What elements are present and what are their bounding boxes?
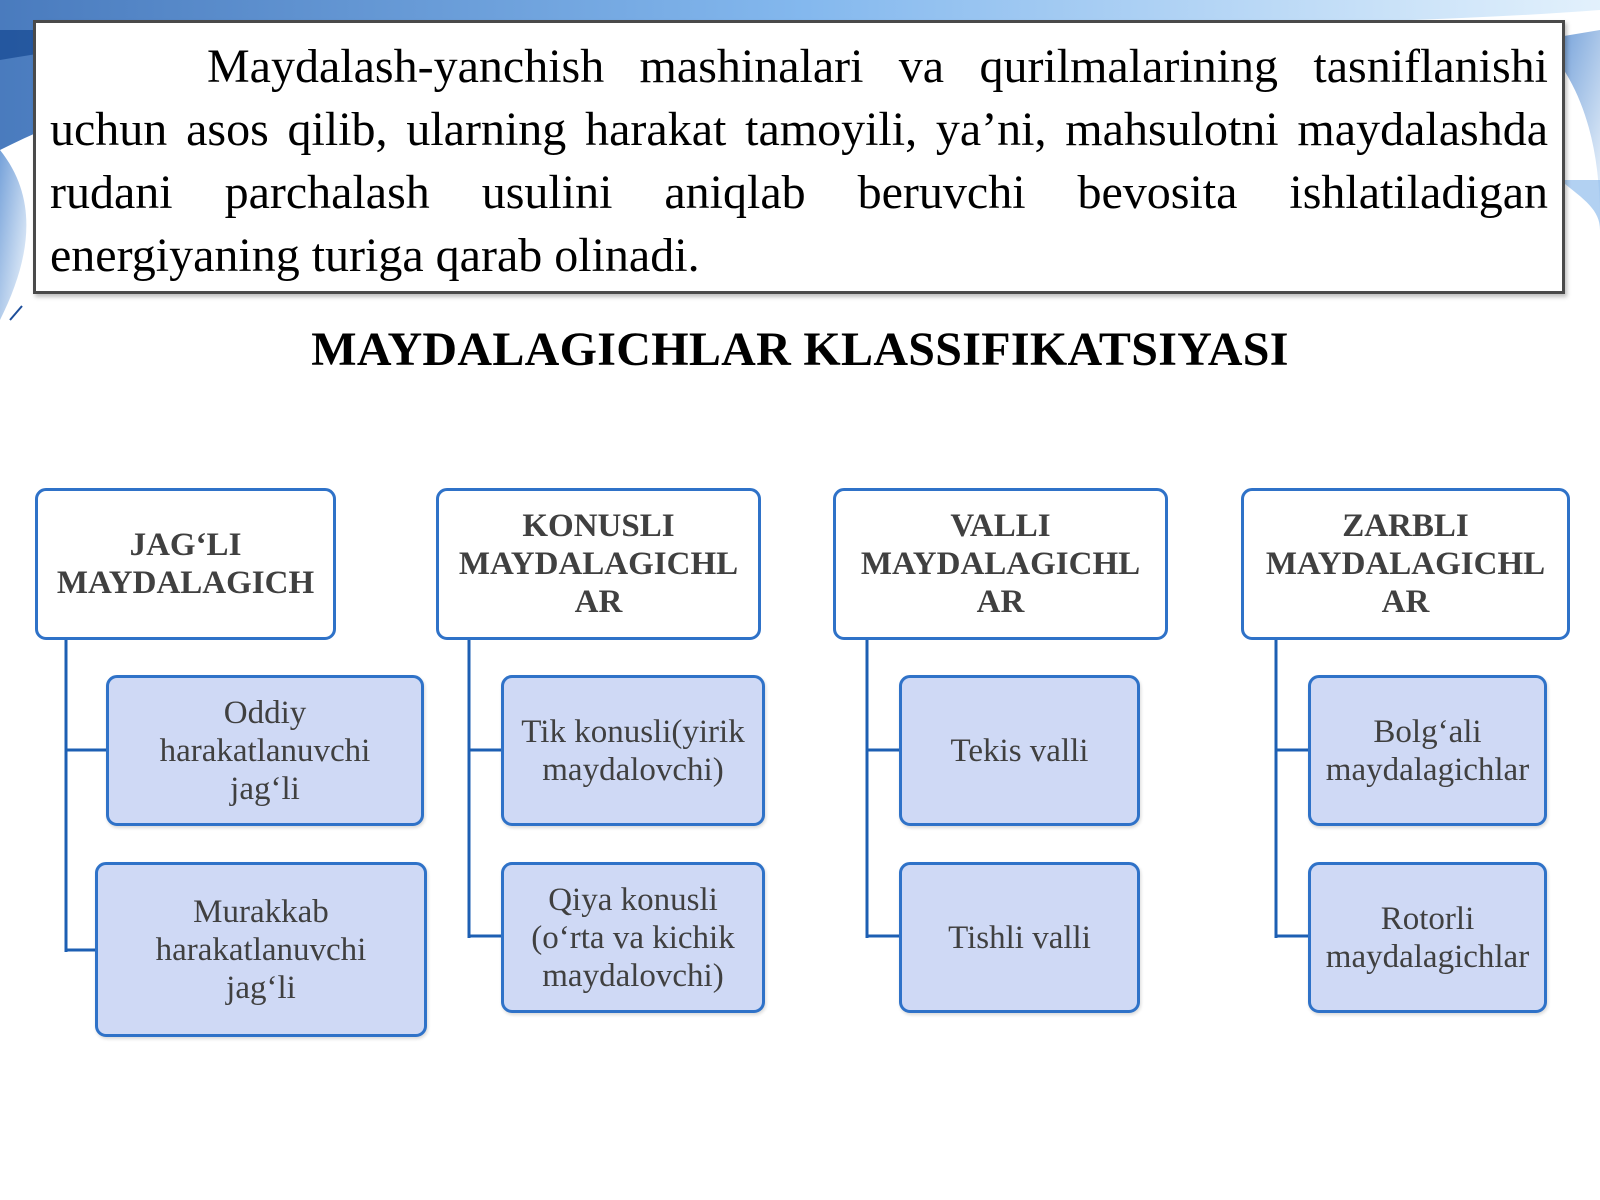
- category-label: JAG‘LI MAYDALAGICH: [56, 527, 315, 601]
- subtype-tekis-valli: [899, 675, 1140, 826]
- category-jagli: [35, 488, 336, 640]
- subtype-label: Qiya konusli (o‘rta va kichik maydalovchi): [531, 881, 735, 994]
- subtype-label: Oddiy harakatlanuvchi jag‘li: [159, 694, 371, 807]
- subtype-label: Tishli valli: [948, 919, 1091, 956]
- subtype-rotorli: [1308, 862, 1547, 1013]
- subtype-label: Tik konusli(yirik maydalovchi): [521, 713, 745, 788]
- connector-konusli: [469, 640, 501, 938]
- subtype-tishli-valli: [899, 862, 1140, 1013]
- category-label: VALLI MAYDALAGICHL AR: [860, 508, 1141, 620]
- connector-valli: [867, 640, 899, 938]
- intro-text-box: [33, 20, 1565, 294]
- category-konusli: [436, 488, 761, 640]
- category-label: ZARBLI MAYDALAGICHL AR: [1265, 508, 1546, 620]
- category-valli: [833, 488, 1168, 640]
- subtype-label: Bolg‘ali maydalagichlar: [1325, 713, 1530, 788]
- subtype-tik-konusli: [501, 675, 765, 826]
- connector-zarbli: [1276, 640, 1308, 938]
- subtype-murakkab-jagli: [95, 862, 427, 1037]
- category-label: KONUSLI MAYDALAGICHL AR: [458, 508, 739, 620]
- subtype-label: Rotorli maydalagichlar: [1325, 900, 1530, 975]
- category-zarbli: [1241, 488, 1570, 640]
- intro-paragraph: Maydalash-yanchish mashinalari va qurilmalarining tasniflanishi uchun asos qilib, ularning harakat tamoyili, ya’ni, mahsulotni maydalashda rudani parchalash usulini aniqlab beruvchi bevosita ishlatiladigan energiyaning turiga qarab olinadi.: [50, 40, 1548, 282]
- subtype-qiya-konusli: [501, 862, 765, 1013]
- subtype-label: Tekis valli: [950, 732, 1089, 769]
- subtype-label: Murakkab harakatlanuvchi jag‘li: [155, 893, 367, 1006]
- subtype-oddiy-jagli: [106, 675, 424, 826]
- diagram-title: MAYDALAGICHLAR KLASSIFIKATSIYASI: [311, 323, 1289, 376]
- subtype-bolgali: [1308, 675, 1547, 826]
